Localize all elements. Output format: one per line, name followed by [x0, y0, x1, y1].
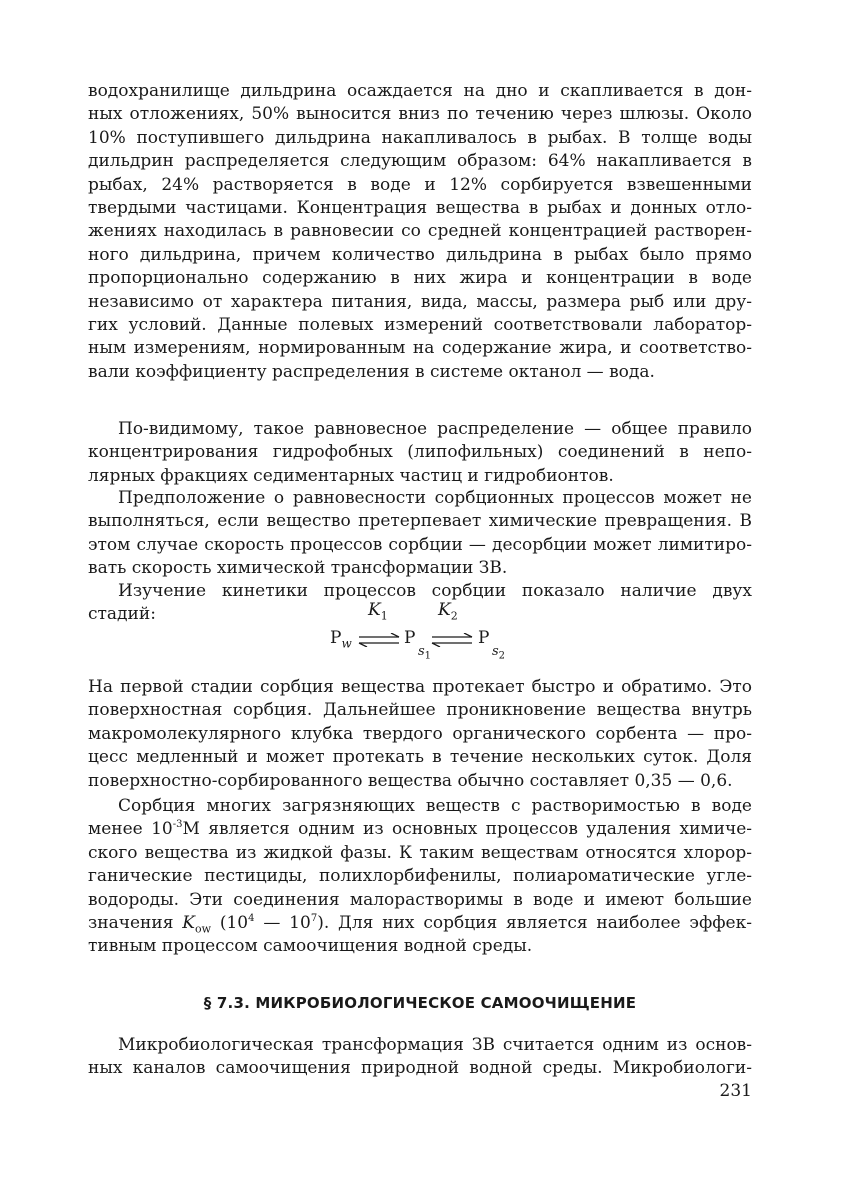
paragraph-dieldrin-distribution [88, 80, 752, 384]
text-line: ных отложениях, 50% выносится вниз по течению через шлюзы. Около [88, 104, 752, 125]
text-line: На первой стадии сорбция вещества протекает быстро и обратимо. Это [88, 677, 752, 697]
equilibrium-arrow-1 [357, 633, 401, 647]
rate-constant-k2: $K_2$ [438, 600, 458, 623]
text-line: ных каналов самоочищения природной водной среды. Микробиологи- [88, 1058, 752, 1079]
text-line: независимо от характера питания, вида, массы, размера рыб или дру- [88, 291, 752, 312]
text-line: Изучение кинетики процессов сорбции показало наличие двух [118, 581, 752, 601]
page-number: 231 [719, 1081, 752, 1101]
text-line-with-exponent: менее $10^{-3}М$ является одним из основных процессов удаления химиче- [88, 819, 752, 840]
text-line: ного дильдрина, причем количество дильдрина в рыбах было прямо [88, 244, 752, 265]
text-line: поверхностная сорбция. Дальнейшее проникновение вещества внутрь [88, 700, 752, 721]
text-line: ным измерениям, нормированным на содержание жира, и соответство- [88, 338, 752, 359]
subscript-s2: $s_2$ [492, 644, 506, 662]
text-line: тивным процессом самоочищения водной среды. [88, 936, 533, 957]
paragraph-pollutant-sorption [88, 795, 752, 959]
section-heading: § 7.3. МИКРОБИОЛОГИЧЕСКОЕ САМООЧИЩЕНИЕ [203, 994, 637, 1012]
text-line: ганические пестициды, полихлорбифенилы, полиароматические угле- [88, 866, 752, 887]
bulk-sorbed-species: P [478, 628, 490, 648]
text-line: гих условий. Данные полевых измерений соответствовали лаборатор- [88, 314, 752, 335]
text-line: выполняться, если вещество претерпевает химические превращения. В [88, 511, 752, 532]
text-line: концентрирования гидрофобных (липофильных) соединений в непо- [88, 442, 752, 463]
text-line: Микробиологическая трансформация ЗВ считается одним из основ- [118, 1035, 752, 1055]
text-line: Предположение о равновесности сорбционных процессов может не [118, 488, 752, 508]
text-line: макромолекулярного клубка твердого органического сорбента — про- [88, 723, 752, 744]
sorption-equation [300, 600, 560, 670]
paragraph-sorption-assumption [88, 487, 752, 581]
dissolved-species: $P_w$ [330, 628, 352, 651]
rate-constant-k1: $K_1$ [368, 600, 388, 623]
equilibrium-arrow-2 [430, 633, 474, 647]
paragraph-first-stage [88, 676, 752, 793]
text-line: стадий: [88, 604, 156, 625]
text-line: вать скорость химической трансформации ЗВ. [88, 558, 508, 579]
text-line: водороды. Эти соединения малорастворимы в воде и имеют большие [88, 889, 752, 910]
surface-sorbed-species: P [404, 628, 416, 648]
text-line: пропорционально содержанию в них жира и концентрации в воде [88, 268, 752, 289]
text-line-with-kow: значения $K_{ow}$ ($10^4$ — $10^7$). Для них сорбция является наиболее эффек- [88, 912, 752, 936]
text-line: твердыми частицами. Концентрация вещества в рыбах и донных отло- [88, 197, 752, 218]
text-line: водохранилище дильдрина осаждается на дно и скапливается в дон- [88, 81, 752, 101]
text-line: жениях находилась в равновесии со средней концентрацией растворен- [88, 221, 752, 242]
text-line: ского вещества из жидкой фазы. К таким веществам относятся хлорор- [88, 842, 752, 863]
text-line: этом случае скорость процессов сорбции — десорбции может лимитиро- [88, 534, 752, 555]
text-line: дильдрин распределяется следующим образом: 64% накапливается в [88, 151, 752, 172]
text-line: рыбах, 24% растворяется в воде и 12% сорбируется взвешенными [88, 174, 752, 195]
text-line: 10% поступившего дильдрина накапливалось в рыбах. В толще воды [88, 127, 752, 148]
paragraph-microbiological [88, 1034, 752, 1081]
text-line: По-видимому, такое равновесное распределение — общее правило [118, 419, 752, 439]
text-line: поверхностно-сорбированного вещества обычно составляет 0,35 — 0,6. [88, 770, 733, 791]
text-line: цесс медленный и может протекать в течение нескольких суток. Доля [88, 747, 752, 768]
text-line: вали коэффициенту распределения в системе октанол — вода. [88, 361, 655, 382]
subscript-s1: $s_1$ [418, 644, 432, 662]
text-line: Сорбция многих загрязняющих веществ с растворимостью в воде [118, 796, 752, 816]
paragraph-equilibrium-rule [88, 418, 752, 488]
text-line: лярных фракциях седиментарных частиц и гидробионтов. [88, 465, 614, 486]
